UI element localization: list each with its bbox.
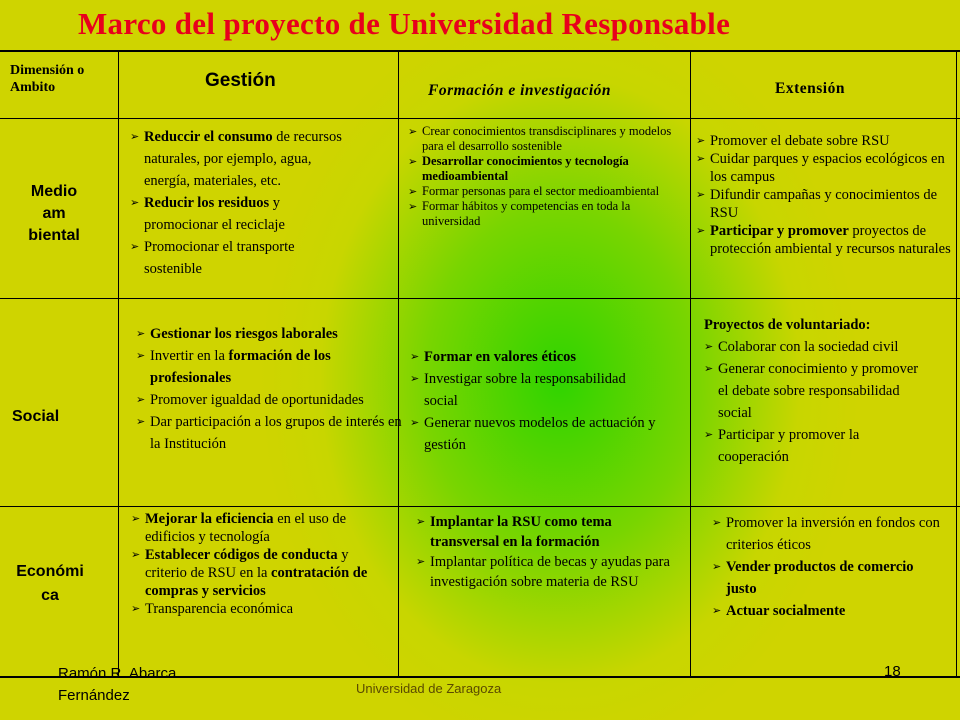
cell-economica-gestion xyxy=(131,510,389,618)
cell-social-gestion xyxy=(136,323,402,455)
list-item: ➢ Mejorar la eficiencia en el uso de edificios y tecnología xyxy=(131,510,389,546)
cell-social-formacion xyxy=(410,346,660,456)
voluntariado-heading: Proyectos de voluntariado: xyxy=(704,317,871,333)
cell-social-extension xyxy=(704,314,930,468)
list-item: ➢ Promover igualdad de oportunidades xyxy=(136,389,402,411)
cell-economica-formacion xyxy=(416,512,682,592)
list-item: ➢ Generar conocimiento y promover el debate sobre responsabilidad social xyxy=(704,358,930,424)
list-item: ➢ Investigar sobre la responsabilidad social xyxy=(410,368,660,412)
list-item: ➢ Cuidar parques y espacios ecológicos en los campus xyxy=(696,150,952,186)
list-item: ➢ Implantar la RSU como tema transversal en la formación xyxy=(416,512,682,552)
row-label-social: Social xyxy=(12,408,60,425)
list-item: ➢ Crear conocimientos transdisciplinares y modelos para el desarrollo sostenible xyxy=(408,124,680,154)
cell-economica-extension xyxy=(712,512,942,622)
list-item: ➢ Generar nuevos modelos de actuación y gestión xyxy=(410,412,660,456)
list-item: ➢ Promover la inversión en fondos con criterios éticos xyxy=(712,512,942,556)
row-label-medio: Medio am biental xyxy=(28,183,80,244)
list-item: ➢ Gestionar los riesgos laborales xyxy=(136,323,402,345)
list-item: ➢ Formar hábitos y competencias en toda la universidad xyxy=(408,199,680,229)
list-item: ➢ Dar participación a los grupos de interés en la Institución xyxy=(136,411,402,455)
list-item: ➢ Difundir campañas y conocimientos de RSU xyxy=(696,186,952,222)
list-item: ➢ Transparencia económica xyxy=(131,600,389,618)
list-item: ➢ Desarrollar conocimientos y tecnología medioambiental xyxy=(408,154,680,184)
row-label-economica: Económi ca xyxy=(16,563,84,604)
list-item: ➢ Participar y promover la cooperación xyxy=(704,424,930,468)
cell-medio-gestion xyxy=(130,126,350,280)
cell-medio-formacion xyxy=(408,124,680,229)
list-item: ➢ Promover el debate sobre RSU xyxy=(696,132,952,150)
slide-title: Marco del proyecto de Universidad Responsable xyxy=(78,6,731,41)
list-item: ➢ Reduccir el consumo de recursos naturales, por ejemplo, agua, energía, materiales, etc. xyxy=(130,126,350,192)
header-dimension: Dimensión o Ambito xyxy=(10,63,85,95)
list-item: ➢ Reducir los residuos y promocionar el reciclaje xyxy=(130,192,350,236)
list-item: ➢ Participar y promover proyectos de protección ambiental y recursos naturales xyxy=(696,222,952,258)
list-item: ➢ Vender productos de comercio justo xyxy=(712,556,942,600)
list-item: ➢ Invertir en la formación de los profesionales xyxy=(136,345,402,389)
list-item: ➢ Actuar socialmente xyxy=(712,600,942,622)
list-item: ➢ Promocionar el transporte sostenible xyxy=(130,236,350,280)
list-item: ➢ Formar personas para el sector medioambiental xyxy=(408,184,680,199)
footer-author: Ramón R. Abarca Fernández xyxy=(58,665,177,704)
footer-institution: Universidad de Zaragoza xyxy=(356,681,502,696)
cell-medio-extension xyxy=(696,132,952,258)
list-item: ➢ Establecer códigos de conducta y criterio de RSU en la contratación de compras y servicios xyxy=(131,546,389,600)
header-extension: Extensión xyxy=(775,80,845,97)
header-gestion: Gestión xyxy=(205,70,276,91)
footer-page-number: 18 xyxy=(884,663,901,680)
list-item: ➢ Colaborar con la sociedad civil xyxy=(704,336,930,358)
header-formacion: Formación e investigación xyxy=(428,82,611,99)
list-item: ➢ Formar en valores éticos xyxy=(410,346,660,368)
list-item: ➢ Implantar política de becas y ayudas para investigación sobre materia de RSU xyxy=(416,552,682,592)
